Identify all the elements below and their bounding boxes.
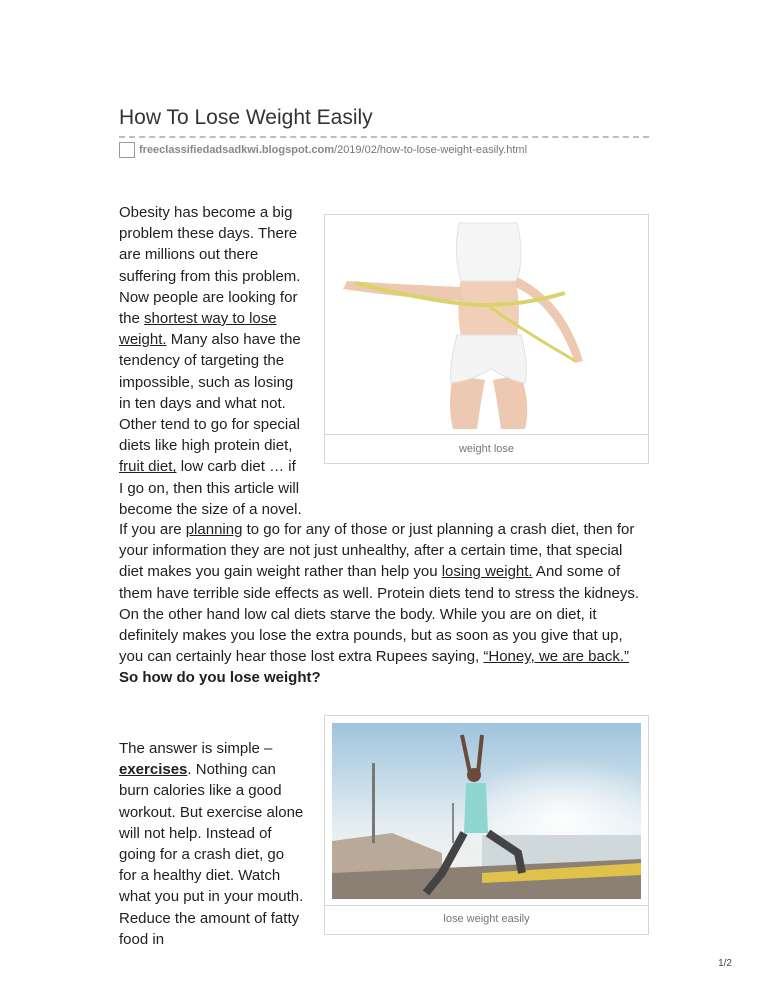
paragraph-diets-start bbox=[119, 414, 304, 520]
title-divider bbox=[119, 136, 649, 138]
paragraph-obesity bbox=[119, 202, 304, 414]
figure-weight-lose bbox=[324, 214, 649, 464]
page-number: 1/2 bbox=[718, 958, 732, 969]
text-run: Obesity has become a big problem these days. There are millions out there suffering from this problem. Now people are looking for the bbox=[119, 204, 301, 328]
link-fruit-diet[interactable]: fruit diet, bbox=[119, 458, 177, 476]
text-run: Other tend to go for special diets like high protein diet, bbox=[119, 416, 300, 455]
link-honey[interactable]: “Honey, we are back.” bbox=[483, 648, 629, 666]
yoga-pose-image bbox=[332, 723, 641, 899]
source-url[interactable] bbox=[119, 142, 527, 158]
intro-text bbox=[119, 202, 304, 520]
link-planning[interactable]: planning bbox=[185, 521, 243, 538]
paragraph-planning bbox=[119, 519, 649, 667]
text-run: Many also have the tendency of targeting the impossible, such as losing in ten days and what not. bbox=[119, 331, 301, 412]
link-losing-weight[interactable]: losing weight. bbox=[441, 563, 533, 581]
text-run: low carb diet … if I go on, then this article will become the size of a novel. bbox=[119, 458, 302, 518]
text-run: If you are bbox=[119, 521, 186, 538]
waist-measure-image bbox=[325, 215, 648, 433]
source-domain[interactable]: freeclassifiedadsadkwi.blogspot.com bbox=[139, 144, 335, 156]
text-run: . Nothing can burn calories like a good workout. But exercise alone will not help. Instead of going for a crash diet, go for a healthy diet. Watch what you put in your mouth. Reduce the amount of fatty food in bbox=[119, 761, 304, 948]
paragraph-answer bbox=[119, 738, 305, 950]
figure-lose-weight-easily bbox=[324, 715, 649, 935]
body-text bbox=[119, 519, 649, 689]
link-shortest-way[interactable]: shortest way to lose weight. bbox=[119, 310, 277, 349]
caption-divider bbox=[325, 434, 648, 435]
text-run: to go for any of those or just planning a crash diet, then for your information they are not just unhealthy, after a certain time, that special diet makes you gain weight rather than help you bbox=[119, 521, 635, 581]
section-heading: So how do you lose weight? bbox=[119, 669, 321, 687]
figure-caption: lose weight easily bbox=[443, 913, 530, 925]
caption-divider bbox=[325, 905, 648, 906]
figure-caption: weight lose bbox=[458, 443, 515, 455]
link-exercises[interactable]: exercises bbox=[119, 761, 188, 779]
text-run: The answer is simple – bbox=[119, 740, 273, 757]
answer-text bbox=[119, 738, 305, 950]
source-path[interactable]: /2019/02/how-to-lose-weight-easily.html bbox=[334, 144, 528, 156]
favicon-icon bbox=[119, 142, 135, 158]
text-run: And some of them have terrible side effects as well. Protein diets tend to stress the kidneys. On the other hand low cal diets starve the body. While you are on diet, it definitely makes you lose the extra pounds, but as soon as you give that up, you can certainly hear those lost extra Rupees saying, bbox=[119, 563, 639, 666]
page-title: How To Lose Weight Easily bbox=[119, 106, 373, 129]
